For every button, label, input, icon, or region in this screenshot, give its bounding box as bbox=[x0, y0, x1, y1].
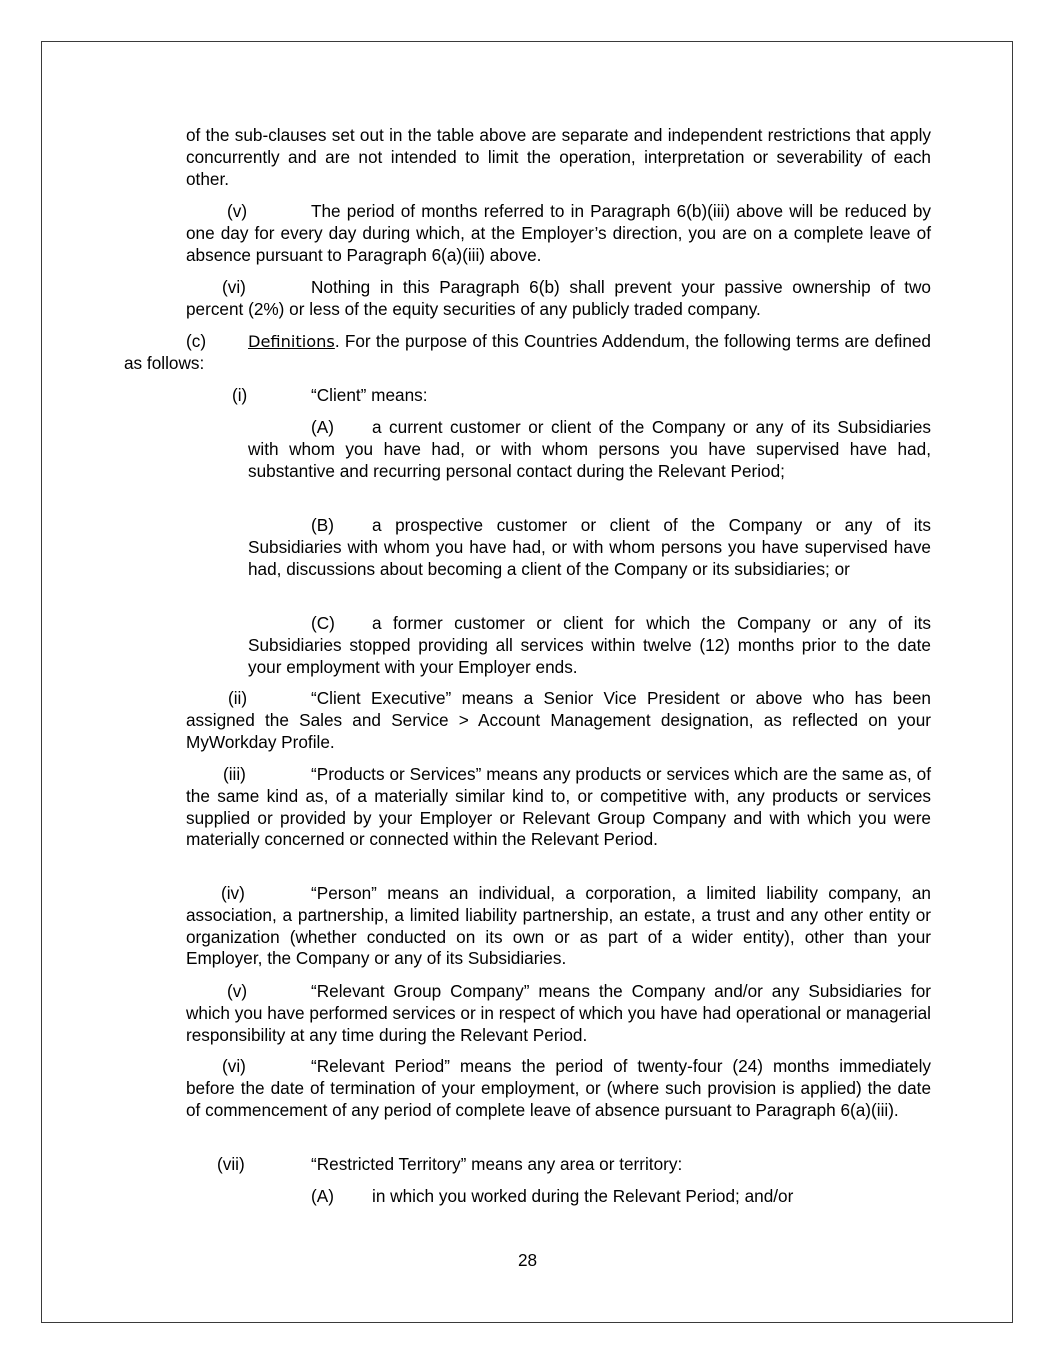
clause-number: (A) bbox=[311, 417, 334, 437]
paragraph-intro: of the sub-clauses set out in the table above are separate and independent restrictions that apply concurrently and are not intended to limit the operation, interpretation or severability of each other. bbox=[186, 125, 931, 189]
clause-number: (i) bbox=[232, 385, 248, 405]
clause-number: (vii) bbox=[217, 1154, 245, 1174]
clause-number: (iv) bbox=[221, 883, 245, 903]
clause-number: (v) bbox=[227, 981, 248, 1001]
definition-i: (i) “Client” means: bbox=[232, 385, 428, 405]
definition-vi: (vi) “Relevant Period” means the period of twenty-four (24) months immediately before the date of termination of your employment, or (where such provision is applied) the date of commencement of any period of complete leave of absence pursuant to Paragraph 6(a)(iii). bbox=[186, 1056, 931, 1120]
definition-vii: (vii) “Restricted Territory” means any area or territory: bbox=[217, 1154, 683, 1174]
clause-number: (A) bbox=[311, 1186, 334, 1206]
page-number: 28 bbox=[517, 1250, 538, 1270]
clause-number: (c) bbox=[186, 331, 207, 351]
definition-iii: (iii) “Products or Services” means any products or services which are the same as, of the same kind as, of a materially similar kind to, or competitive with, any products or services supplied or provided by your Employer or Relevant Group Company and with which you were materially concerned or connected within the Relevant Period. bbox=[186, 764, 931, 850]
clause-number: (iii) bbox=[223, 764, 246, 784]
clause-number: (ii) bbox=[228, 688, 248, 708]
clause-number: (vi) bbox=[222, 277, 246, 297]
definition-ii: (ii) “Client Executive” means a Senior Vice President or above who has been assigned the Sales and Service > Account Management designation, as reflected on your MyWorkday Profile. bbox=[186, 688, 931, 752]
paragraph-definitions: (c) Definitions. For the purpose of this Countries Addendum, the following terms are defined as follows: bbox=[124, 331, 931, 373]
definition-v: (v) “Relevant Group Company” means the Company and/or any Subsidiaries for which you have performed services or in respect of which you have had operational or managerial responsibility at any time during the Relevant Period. bbox=[186, 981, 931, 1045]
definition-i-b: (B) a prospective customer or client of the Company or any of its Subsidiaries with whom you have had, or with whom persons you have supervised have had, discussions about becoming a client of the Company or its subsidiaries; or bbox=[248, 515, 931, 579]
definition-i-a: (A) a current customer or client of the Company or any of its Subsidiaries with whom you have had, or with whom persons you have supervised have had, substantive and recurring personal contact during the Relevant Period; bbox=[248, 417, 931, 481]
definition-vii-a: (A) in which you worked during the Relevant Period; and/or bbox=[311, 1186, 794, 1206]
paragraph-vi: (vi) Nothing in this Paragraph 6(b) shall prevent your passive ownership of two percent (2%) or less of the equity securities of any publicly traded company. bbox=[186, 277, 931, 319]
clause-number: (v) bbox=[227, 201, 248, 221]
definitions-heading: Definitions bbox=[248, 332, 335, 351]
definition-i-c: (C) a former customer or client for which the Company or any of its Subsidiaries stopped providing all services within twelve (12) months prior to the date your employment with your Employer ends. bbox=[248, 613, 931, 677]
clause-number: (B) bbox=[311, 515, 334, 535]
clause-number: (C) bbox=[311, 613, 335, 633]
definition-iv: (iv) “Person” means an individual, a corporation, a limited liability company, an association, a partnership, a limited liability partnership, an estate, a trust and any other entity or organization (whether conducted on its own or as part of a wider entity), other than your Employer, the Company or any of its Subsidiaries. bbox=[186, 883, 931, 969]
clause-number: (vi) bbox=[222, 1056, 246, 1076]
paragraph-v: (v) The period of months referred to in Paragraph 6(b)(iii) above will be reduced by one day for every day during which, at the Employer’s direction, you are on a complete leave of absence pursuant to Paragraph 6(a)(iii) above. bbox=[186, 201, 931, 265]
